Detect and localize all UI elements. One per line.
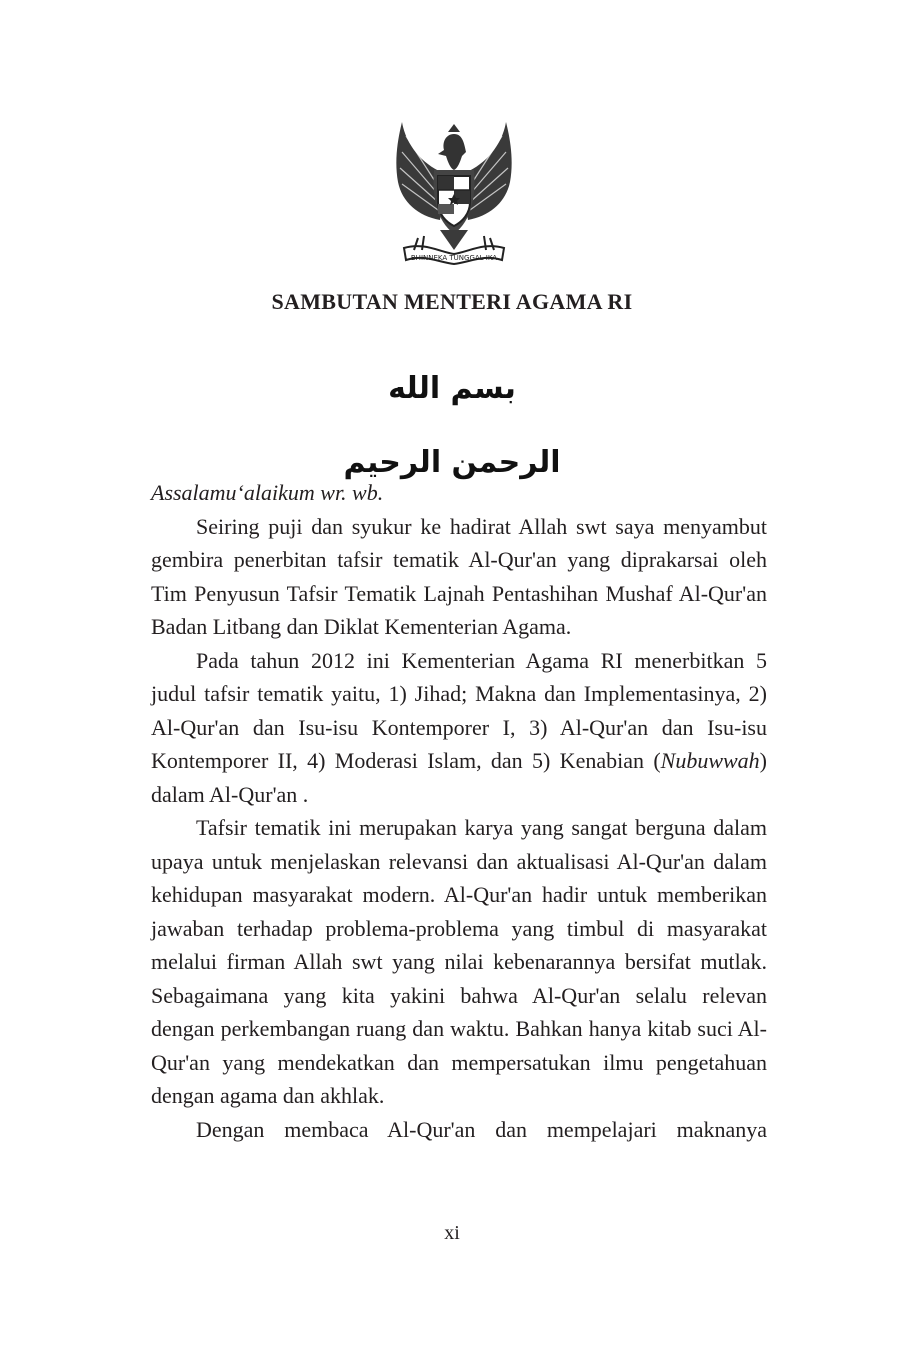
paragraph-3: Tafsir tematik ini merupakan karya yang sangat berguna dalam upaya untuk menjelaskan relevansi dan aktualisasi Al-Qur'an dalam kehidupan masyarakat modern. Al-Qur'an hadir untuk memberikan jawaban terhadap problema-problema yang timbul di masyarakat melalui firman Allah swt yang nilai kebenarannya bersifat mutlak. Sebagaimana yang kita yakini bahwa Al-Qur'an selalu relevan dengan perkembangan ruang dan waktu. Bahkan hanya kitab suci Al-Qur'an yang mendekatkan dan mempersatukan ilmu pengetahuan dengan agama dan akhlak. xyxy=(151,815,767,1108)
svg-text:BHINNEKA TUNGGAL IKA: BHINNEKA TUNGGAL IKA xyxy=(410,254,498,262)
paragraph-2 xyxy=(151,644,767,812)
body-text xyxy=(151,476,767,1146)
paragraph-2-italic: Nubuwwah xyxy=(660,748,760,773)
paragraph-2-text-a: Pada tahun 2012 ini Kementerian Agama RI menerbitkan 5 judul tafsir tematik yaitu, 1) Jihad; Makna dan Implementasinya, 2) Al-Qur'an dan Isu-isu Kontemporer I, 3) Al-Qur'an dan Isu-isu Kontemporer II, 4) Moderasi Islam, dan 5) Kenabian ( xyxy=(151,647,767,773)
paragraph-4: Dengan membaca Al-Qur'an dan mempelajari maknanya xyxy=(196,1116,767,1142)
paragraph-1: Seiring puji dan syukur ke hadirat Allah swt saya menyambut gembira penerbitan tafsir tematik Al-Qur'an yang diprakarsai oleh Tim Penyusun Tafsir Tematik Lajnah Pentashihan Mushaf Al-Qur'an Badan Litbang dan Diklat Kementerian Agama. xyxy=(151,513,767,639)
basmalah-calligraphy: بسم الله الرحمن الرحيم xyxy=(343,371,561,480)
paragraph-2-text-b: ) dalam Al-Qur'an . xyxy=(151,748,767,807)
greeting: Assalamu‘alaikum wr. wb. xyxy=(151,480,384,505)
garuda-emblem-icon xyxy=(384,116,524,272)
page-title: SAMBUTAN MENTERI AGAMA RI xyxy=(271,289,633,314)
page-number: xi xyxy=(444,1222,460,1244)
